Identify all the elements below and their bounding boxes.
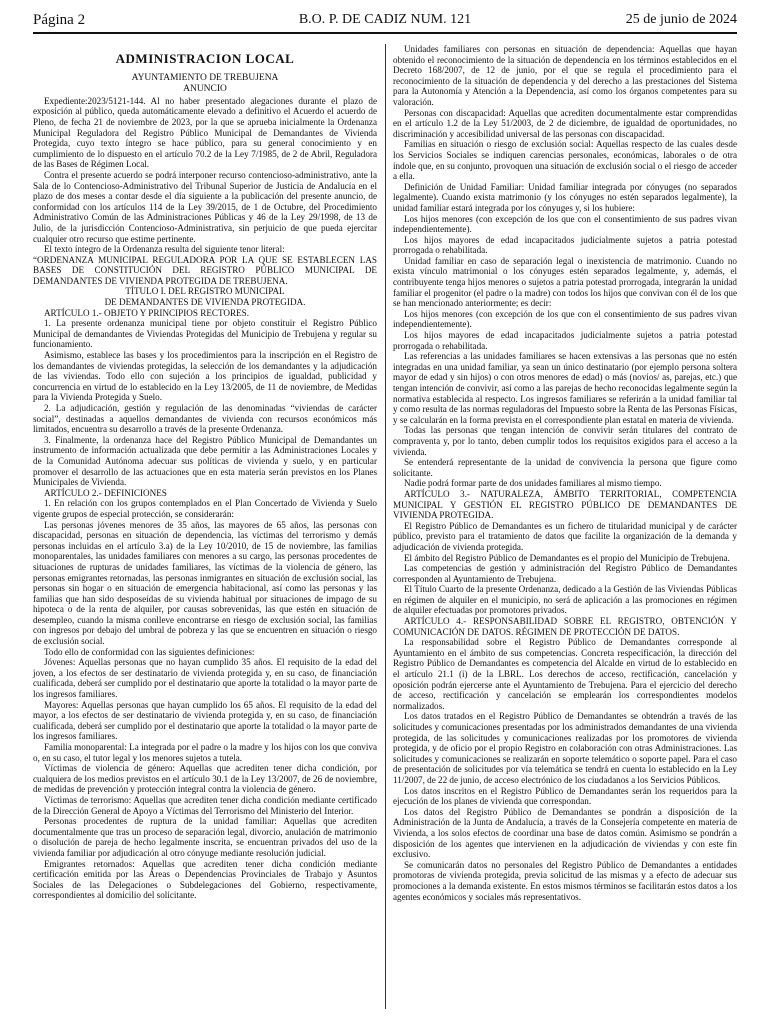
paragraph: DE DEMANDANTES DE VIVIENDA PROTEGIDA. [104, 297, 306, 308]
paragraph: Los hijos menores (con excepción de los que con el consentimiento de sus padres vivan independientemente). [393, 213, 737, 235]
paragraph: Personas con discapacidad: Aquellas que acrediten documentalmente estar comprendidas en el artículo 1.2 de la Ley 51/2003, de 2 de diciembre, de igualdad de oportunidades, no discriminación y accesibilidad universal de las personas con discapacidad. [393, 107, 737, 139]
paragraph: 1. En relación con los grupos contemplados en el Plan Concertado de Vivienda y Suelo vigente grupos de especial protección, se considerarán: [33, 498, 377, 519]
paragraph: Víctimas de violencia de género: Aquellas que acrediten tener dicha condición, por cualquiera de los medios previstos en el artículo 30.1 de la Ley 13/2007, de 26 de noviembre, de medidas de prevención y protección integral contra la violencia de género. [33, 763, 377, 795]
column-divider [385, 44, 386, 1009]
paragraph: Mayores: Aquellas personas que hayan cumplido los 65 años. El requisito de la edad del mayor, a los efectos de ser destinatario de vivienda protegida y, en su caso, de financiación cualificada, deberá ser cumplido por el destinatario que aporte la totalidad o la mayor parte de los ingresos familiares. [33, 699, 377, 742]
bulletin-title: B.O. P. DE CADIZ NUM. 121 [298, 12, 472, 27]
paragraph: ARTÍCULO 2.- DEFINICIONES [43, 487, 167, 498]
paragraph: 1. La presente ordenanza municipal tiene por objeto constituir el Registro Público Municipal de demandantes de Viviendas Protegidas del Municipio de Trebujena y regular su funcionamiento. [33, 318, 377, 350]
paragraph: Contra el presente acuerdo se podrá interponer recurso contencioso-administrativo, ante la Sala de lo Contencioso-Administrativo del Tribunal Superior de Justicia de Andalucía en el plazo de dos meses a contar desde el día siguiente a la publicación del presente anuncio, de conformidad con los artículos 114 de la Ley 39/2015, de 1 de Octubre, del Procedimiento Administrativo Común de las Administraciones Públicas y 46 de la Ley 29/1998, de 13 de Julio, de la jurisdicción Contencioso-Administrativa, sin perjuicio de que pueda ejercitar cualquier otro recurso que estime pertinente. [33, 169, 377, 244]
paragraph: Todas las personas que tengan intención de convivir serán titulares del contrato de compraventa y, por lo tanto, deben cumplir todos los requisitos exigidos para el acceso a la vivienda. [393, 425, 737, 457]
paragraph: Los hijos menores (con excepción de los que con el consentimiento de sus padres vivan independientemente). [393, 308, 737, 330]
paragraph: Familias en situación o riesgo de exclusión social: Aquellas respecto de las cuales desde los Servicios Sociales se indiquen carencias personales, económicas, laborales o de otra índole que, en su conjunto, provoquen una situación de exclusión social o el riesgo de acceder a ella. [393, 139, 737, 182]
paragraph: Los hijos mayores de edad incapacitados judicialmente sujetos a patria potestad prorrogada o rehabilitada. [393, 234, 737, 256]
paragraph: Todo ello de conformidad con las siguientes definiciones: [43, 646, 255, 657]
paragraph: Las referencias a las unidades familiares se hacen extensivas a las personas que no estén integradas en una unidad familiar, ya sean un único destinatario (por ejemplo persona soltera mayor de edad y sin hijos) o con otros menores de edad) o más (novios/ as, parejas, etc.) que tengan intención de convivir, así como a las parejas de hecho reconocidas legalmente según la normativa establecida al respecto. Los ingresos familiares se referirán a la unidad familiar tal y como resulta de las normas reguladoras del Impuesto sobre la Renta de las Personas Físicas, y se calcularán en la forma prevista en el correspondiente plan estatal en materia de vivienda. [393, 351, 737, 425]
ayuntamiento-heading: AYUNTAMIENTO DE TREBUJENA [131, 72, 279, 83]
paragraph: Asimismo, establece las bases y los procedimientos para la inscripción en el Registro de los demandantes de viviendas protegidas, la selección de los demandantes y la adjudicación de las viviendas. Todo ello con sujeción a los principios de igualdad, publicidad y concurrencia en virtud de lo establecido en la Ley 13/2005, de 11 de noviembre, de Medidas para la Vivienda Protegida y Suelo. [33, 350, 377, 403]
paragraph: Se comunicarán datos no personales del Registro Público de Demandantes a entidades promotoras de vivienda protegida, previa solicitud de las mismas y a efecto de adecuar sus promociones a la demanda existente. En estos mismos términos se facilitarán estos datos a los agentes económicos y sociales más representativos. [393, 859, 737, 902]
paragraph: Nadie podrá formar parte de dos unidades familiares al mismo tiempo. [403, 478, 662, 489]
paragraph: 2. La adjudicación, gestión y regulación de las denominadas “viviendas de carácter social”, destinadas a aquellos demandantes de vivienda con recursos económicos más limitados, encuentra su desarrollo a través de la presente Ordenanza. [33, 403, 377, 435]
paragraph: Las competencias de gestión y administración del Registro Público de Demandantes corresponden al Ayuntamiento de Trebujena. [393, 563, 737, 584]
paragraph: ARTÍCULO 4.- RESPONSABILIDAD SOBRE EL REGISTRO, OBTENCIÓN Y COMUNICACIÓN DE DATOS. RÉGIMEN DE PROTECCIÓN DE DATOS. [393, 616, 737, 637]
right-body [393, 44, 737, 902]
paragraph: Las personas jóvenes menores de 35 años, las mayores de 65 años, las personas con discapacidad, personas en situación de dependencia, las víctimas del terrorismo y demás personas incluidas en el artículo 3.a) de la Ley 10/2010, de 15 de noviembre, las familias monoparentales, las unidades familiares con menores a su cargo, las personas procedentes de situaciones de rupturas de unidades familiares, las víctimas de la violencia de género, las personas emigrantes retornadas, las personas inmigrantes en situación de exclusión social, las personas sin hogar o en situación de emergencia habitacional, así como las personas y las familias que han sido desposeídas de su vivienda habitual por situaciones de impago de su hipoteca o de la renta de alquiler, por causas sobrevenidas, las que estén en situación de desempleo, cuando la misma conlleve encontrarse en riesgo de exclusión social, las familias con ingresos por debajo del umbral de pobreza y las que se encuentren en situación o riesgo de exclusión social. [33, 519, 377, 647]
paragraph: La responsabilidad sobre el Registro Público de Demandantes corresponde al Ayuntamiento en el ámbito de sus competencias. Concreta respecificación, la dirección del Registro Público de Demandantes es competencia del Alcalde en virtud de lo establecido en el artículo 21.1 (i) de la LBRL. Los derechos de acceso, rectificación, cancelación y oposición podrán ejercerse ante el Ayuntamiento de Trebujena. Para el ejercicio del derecho de acceso, rectificación y cancelación se emplearán los correspondientes modelos normalizados. [393, 637, 737, 711]
paragraph: 3. Finalmente, la ordenanza hace del Registro Público Municipal de Demandantes un instrumento de información actualizada que debe permitir a las Administraciones Locales y de la Comunidad Autónoma adecuar sus políticas de vivienda y suelo, y en particular promover el desarrollo de las actuaciones que en esta materia serán previstos en los Planes Municipales de Vivienda. [33, 434, 377, 488]
paragraph: Personas procedentes de ruptura de la unidad familiar: Aquellas que acrediten documentalmente que tras un proceso de separación legal, divorcio, anulación de matrimonio o disolución de pareja de hecho legalmente inscrita, se encuentran privados del uso de la vivienda familiar por adjudicación al otro cónyuge mediante resolución judicial. [33, 816, 377, 858]
page-number: Página 2 [33, 12, 86, 28]
paragraph: TÍTULO I. DEL REGISTRO MUNICIPAL [125, 286, 285, 297]
paragraph: Emigrantes retornados: Aquellas que acrediten tener dicha condición mediante certificación emitida por las Áreas o Dependencias Provinciales de Trabajo y Asuntos Sociales de las Delegaciones o Subdelegaciones del Gobierno, respectivamente, correspondientes al domicilio del solicitante. [33, 858, 377, 901]
issue-date: 25 de junio de 2024 [625, 12, 737, 27]
section-title: ADMINISTRACION LOCAL [115, 51, 295, 66]
left-body [33, 96, 377, 901]
paragraph: Se entenderá representante de la unidad de convivencia la persona que figure como solicitante. [393, 457, 737, 478]
header-rule [33, 32, 737, 34]
paragraph: El Registro Público de Demandantes es un fichero de titularidad municipal y de carácter público, previsto para el tratamiento de datos que facilite la organización de la demanda y adjudicación de vivienda protegida. [393, 520, 737, 552]
paragraph: Víctimas de terrorismo: Aquellas que acrediten tener dicha condición mediante certificado de la Dirección General de Apoyo a Víctimas del Terrorismo del Ministerio del Interior. [33, 794, 377, 816]
left-column [33, 44, 377, 901]
page-header [33, 12, 737, 34]
paragraph: Jóvenes: Aquellas personas que no hayan cumplido 35 años. El requisito de la edad del joven, a los efectos de ser destinatario de vivienda protegida y, en su caso, de financiación cualificada, deberá ser cumplido por el destinatario que aporte la totalidad o la mayor parte de los ingresos familiares. [33, 657, 377, 700]
paragraph: Los datos del Registro Público de Demandantes se pondrán a disposición de la Administración de la Junta de Andalucía, a través de la Consejería competente en materia de Vivienda, a los solos efectos de coordinar una base de datos común. Asimismo se pondrán a disposición de los agentes que intervienen en la adjudicación de viviendas y con este fin exclusivo. [393, 806, 737, 860]
anuncio-heading: ANUNCIO [183, 84, 227, 95]
paragraph: ARTÍCULO 1.- OBJETO Y PRINCIPIOS RECTORES. [43, 307, 250, 318]
paragraph: Los datos inscritos en el Registro Público de Demandantes serán los requeridos para la ejecución de los planes de vivienda que correspondan. [393, 785, 737, 807]
paragraph: Los hijos mayores de edad incapacitados judicialmente sujetos a patria potestad prorrogada o rehabilitada. [393, 330, 737, 351]
paragraph: “ORDENANZA MUNICIPAL REGULADORA POR LA QUE SE ESTABLECEN LAS BASES DE CONSTITUCIÓN DEL REGISTRO PÚBLICO MUNICIPAL DE DEMANDANTES DE VIVIENDA PROTEGIDA DE TREBUJENA. [33, 254, 377, 286]
right-column [393, 44, 737, 902]
paragraph: El Título Cuarto de la presente Ordenanza, dedicado a la Gestión de las Viviendas Públicas en régimen de alquiler en el municipio, no será de aplicación a las promociones en régimen de alquiler efectuadas por promotores privados. [393, 584, 737, 616]
paragraph: Unidades familiares con personas en situación de dependencia: Aquellas que hayan obtenido el reconocimiento de la situación de dependencia en los términos establecidos en el Decreto 168/2007, de 12 de junio, por el que se regula el procedimiento para el reconocimiento de la situación de dependencia y del derecho a las prestaciones del Sistema para la Autonomía y Atención a la Dependencia, así como los órganos competentes para su valoración. [393, 44, 737, 107]
paragraph: Unidad familiar en caso de separación legal o inexistencia de matrimonio. Cuando no exista vínculo matrimonial o los cónyuges estén separados legalmente, y, además, el contribuyente tenga hijos menores o sujetos a patria potestad prorrogada, integrarán la unidad familiar el progenitor (el padre o la madre) con todos los hijos que convivan con él de los que se han mencionado anteriormente; es decir: [393, 255, 737, 309]
paragraph: Definición de Unidad Familiar: Unidad familiar integrada por cónyuges (no separados legalmente). Cuando exista matrimonio (y los cónyuges no estén separados legalmente), la unidad familiar estará integrada por los cónyuges y, si los hubiere: [393, 181, 737, 213]
paragraph: El ámbito del Registro Público de Demandantes es el propio del Municipio de Trebujena. [403, 552, 730, 563]
paragraph: Los datos tratados en el Registro Público de Demandantes se obtendrán a través de las solicitudes y comunicaciones presentadas por los administrados demandantes de una vivienda protegida, de las solicitudes y comunicaciones realizadas por los promotores de vivienda protegida, y de oficio por el propio Registro en colaboración con otras Administraciones. Las solicitudes y comunicaciones se realizarán en soporte telemático o soporte papel. Para el caso de presentación de solicitudes por vía telemática se tendrá en cuenta lo establecido en la Ley 11/2007, de 22 de junio, de acceso electrónico de los ciudadanos a los Servicios Públicos. [393, 711, 737, 785]
paragraph: El texto íntegro de la Ordenanza resulta del siguiente tenor literal: [43, 244, 285, 255]
paragraph: ARTÍCULO 3.- NATURALEZA, ÁMBITO TERRITORIAL, COMPETENCIA MUNICIPAL Y GESTIÓN EL REGISTRO PÚBLICO DE DEMANDANTES DE VIVIENDA PROTEGIDA. [393, 488, 737, 521]
paragraph: Expediente:2023/5121-144. Al no haber presentado alegaciones durante el plazo de exposición al público, queda automáticamente elevado a definitivo el Acuerdo el acuerdo de Pleno, de fecha 21 de noviembre de 2023, por la que se aprueba inicialmente la Ordenanza Municipal Reguladora del Registro Público Municipal de Demandantes de Vivienda Protegida, cuyo texto íntegro se hace público, para su general conocimiento y en cumplimiento de lo dispuesto en el artículo 70.2 de la Ley 7/1985, de 2 de Abril, Reguladora de las Bases de Régimen Local. [33, 95, 377, 170]
paragraph: Familia monoparental: La integrada por el padre o la madre y los hijos con los que conviva o, en su caso, el tutor legal y los menores sujetos a tutela. [33, 742, 377, 763]
